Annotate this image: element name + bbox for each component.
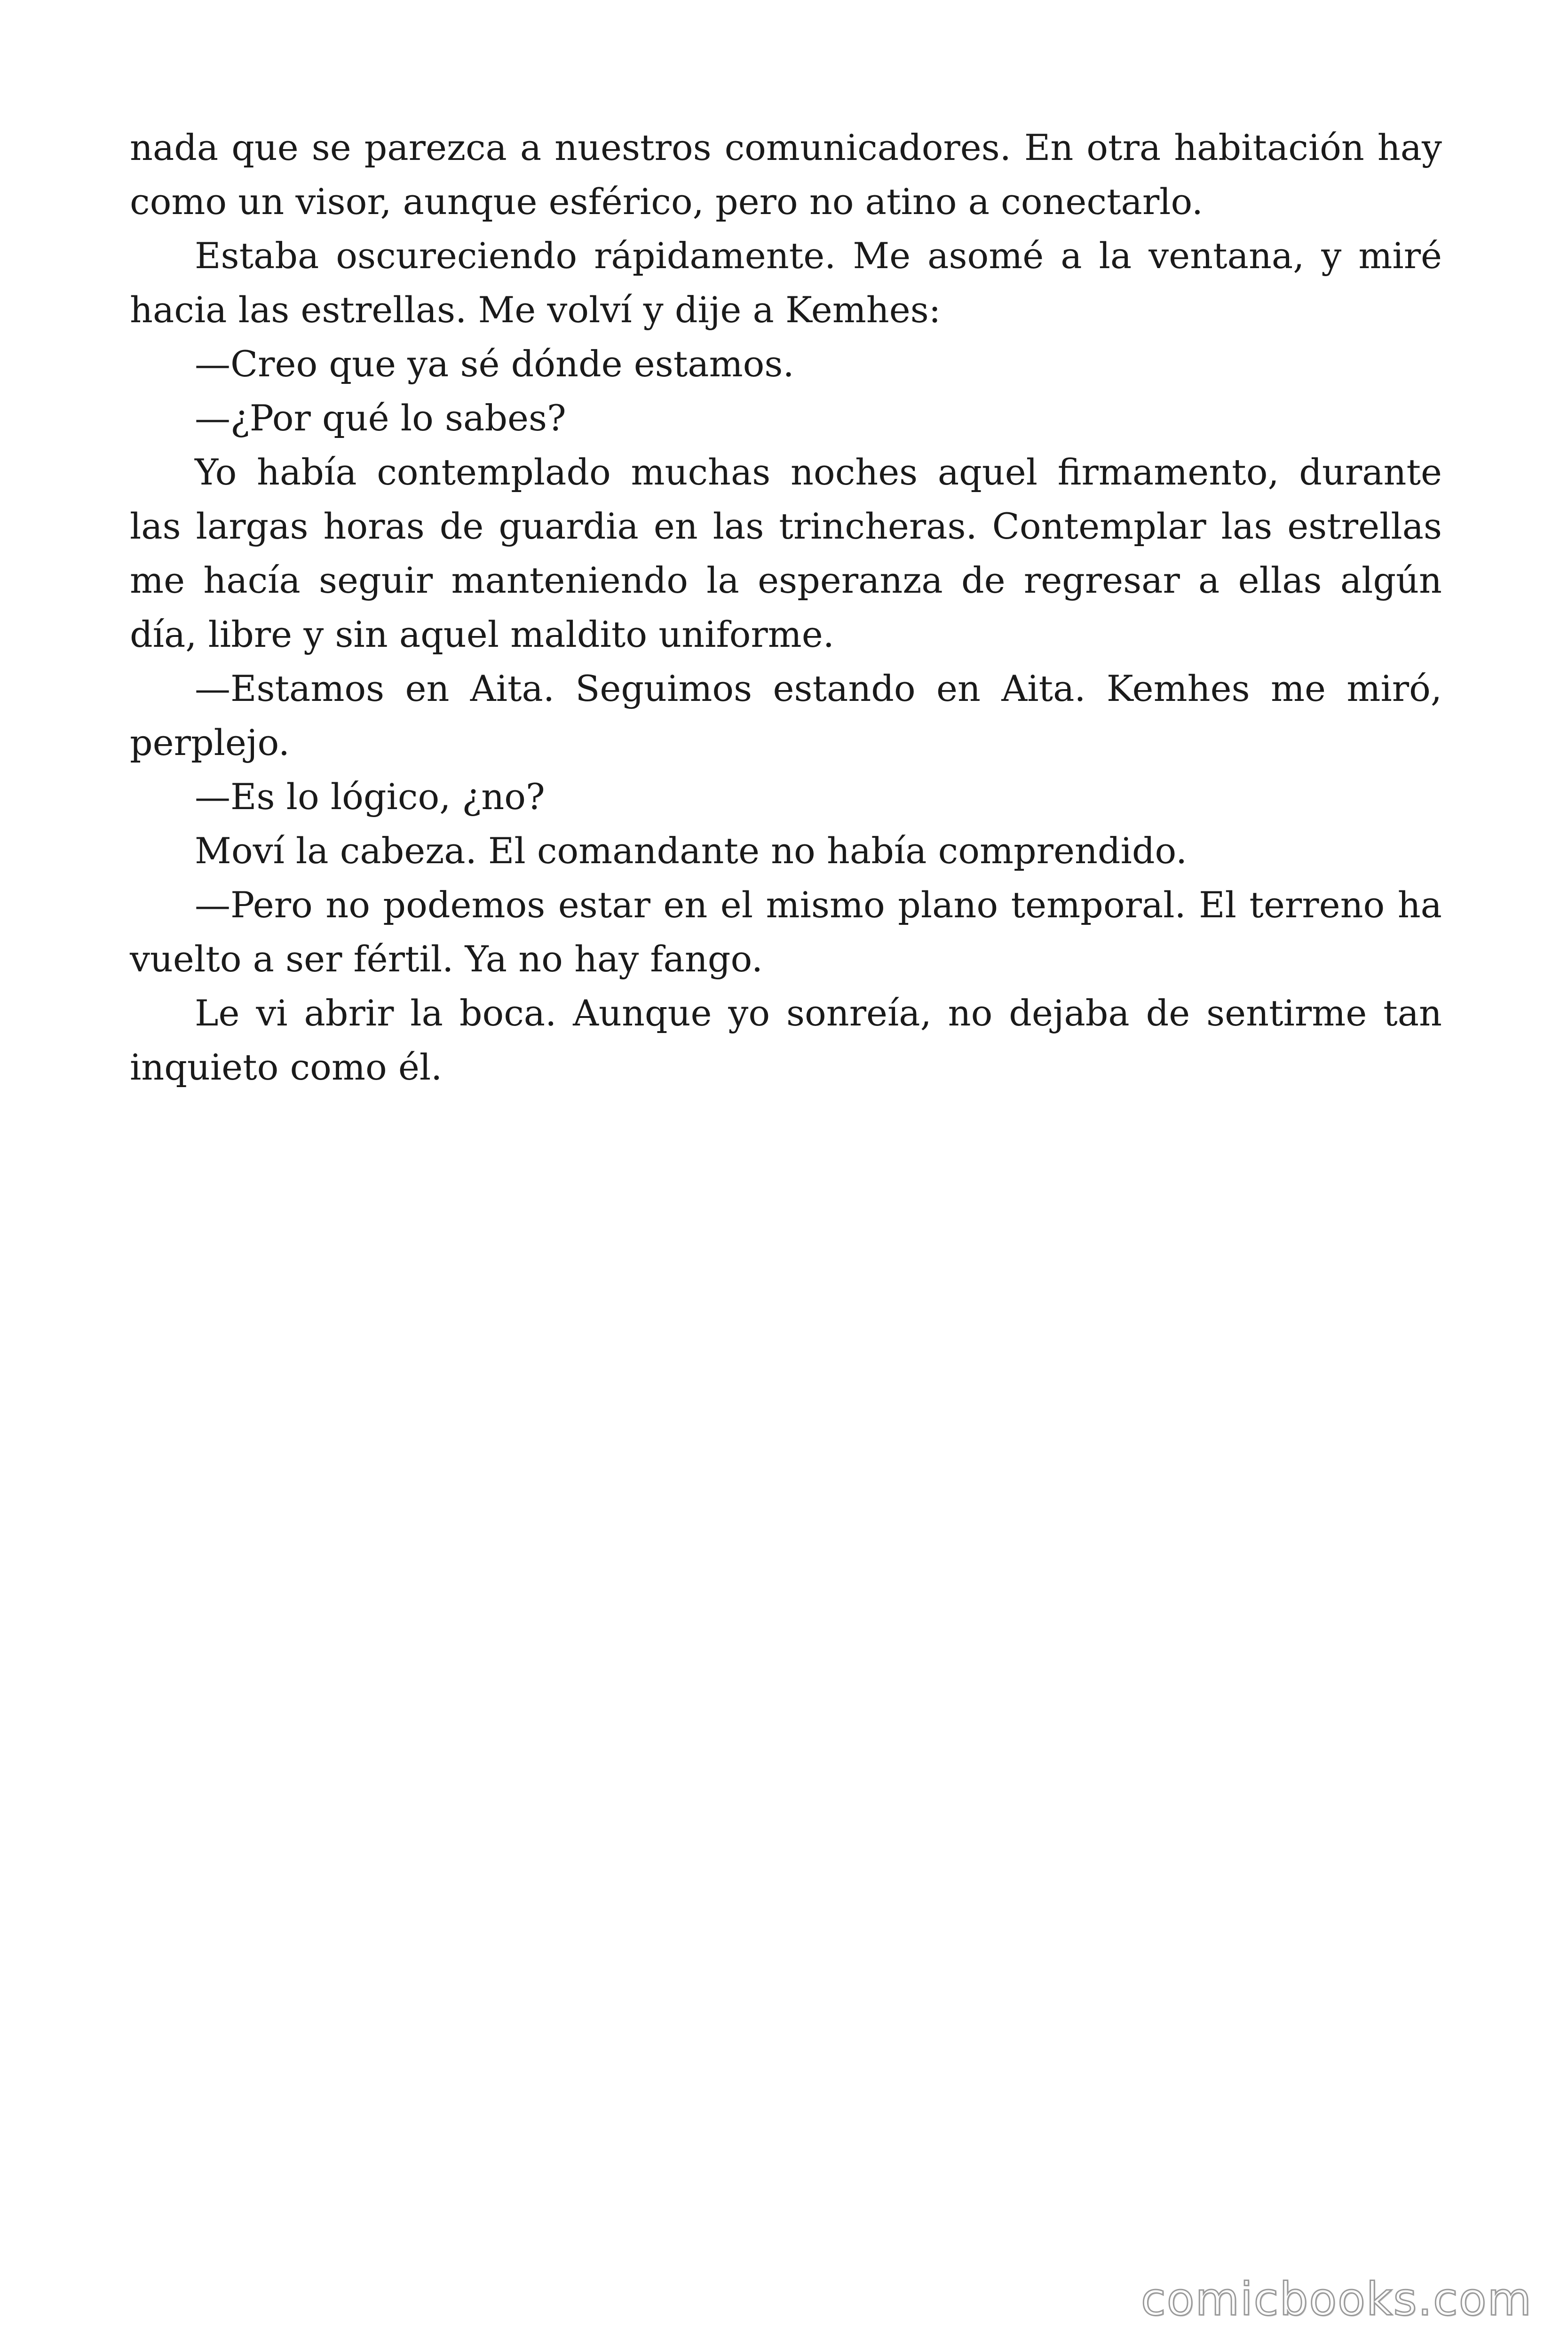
paragraph-6: —Estamos en Aita. Seguimos estando en Aita. Kemhes me miró, perplejo. xyxy=(130,667,1442,763)
paragraph-7: —Es lo lógico, ¿no? xyxy=(195,776,545,818)
paragraph-3: —Creo que ya sé dónde estamos. xyxy=(195,343,794,385)
paragraph-4: —¿Por qué lo sabes? xyxy=(195,397,566,439)
paragraph-2: Estaba oscureciendo rápidamente. Me asomé a la ventana, y miré hacia las estrellas. Me volví y dije a Kemhes: xyxy=(130,235,1442,331)
paragraph-9: —Pero no podemos estar en el mismo plano temporal. El terreno ha vuelto a ser fértil. Ya no hay fango. xyxy=(130,884,1442,980)
paragraph-1: nada que se parezca a nuestros comunicadores. En otra habitación hay como un visor, aunque esférico, pero no atino a conectarlo. xyxy=(130,127,1442,222)
paragraph-10: Le vi abrir la boca. Aunque yo sonreía, no dejaba de sentirme tan inquieto como él. xyxy=(130,992,1442,1088)
paragraph-5: Yo había contemplado muchas noches aquel firmamento, durante las largas horas de guardia en las trincheras. Contemplar las estrellas me hacía seguir manteniendo la esperanza de regresar a ellas algún día, libre y sin aquel maldito uniforme. xyxy=(130,451,1442,655)
body-text xyxy=(130,120,1442,1094)
paragraph-8: Moví la cabeza. El comandante no había comprendido. xyxy=(195,830,1188,872)
watermark-text: comicbooks.com xyxy=(1140,2273,1532,2326)
